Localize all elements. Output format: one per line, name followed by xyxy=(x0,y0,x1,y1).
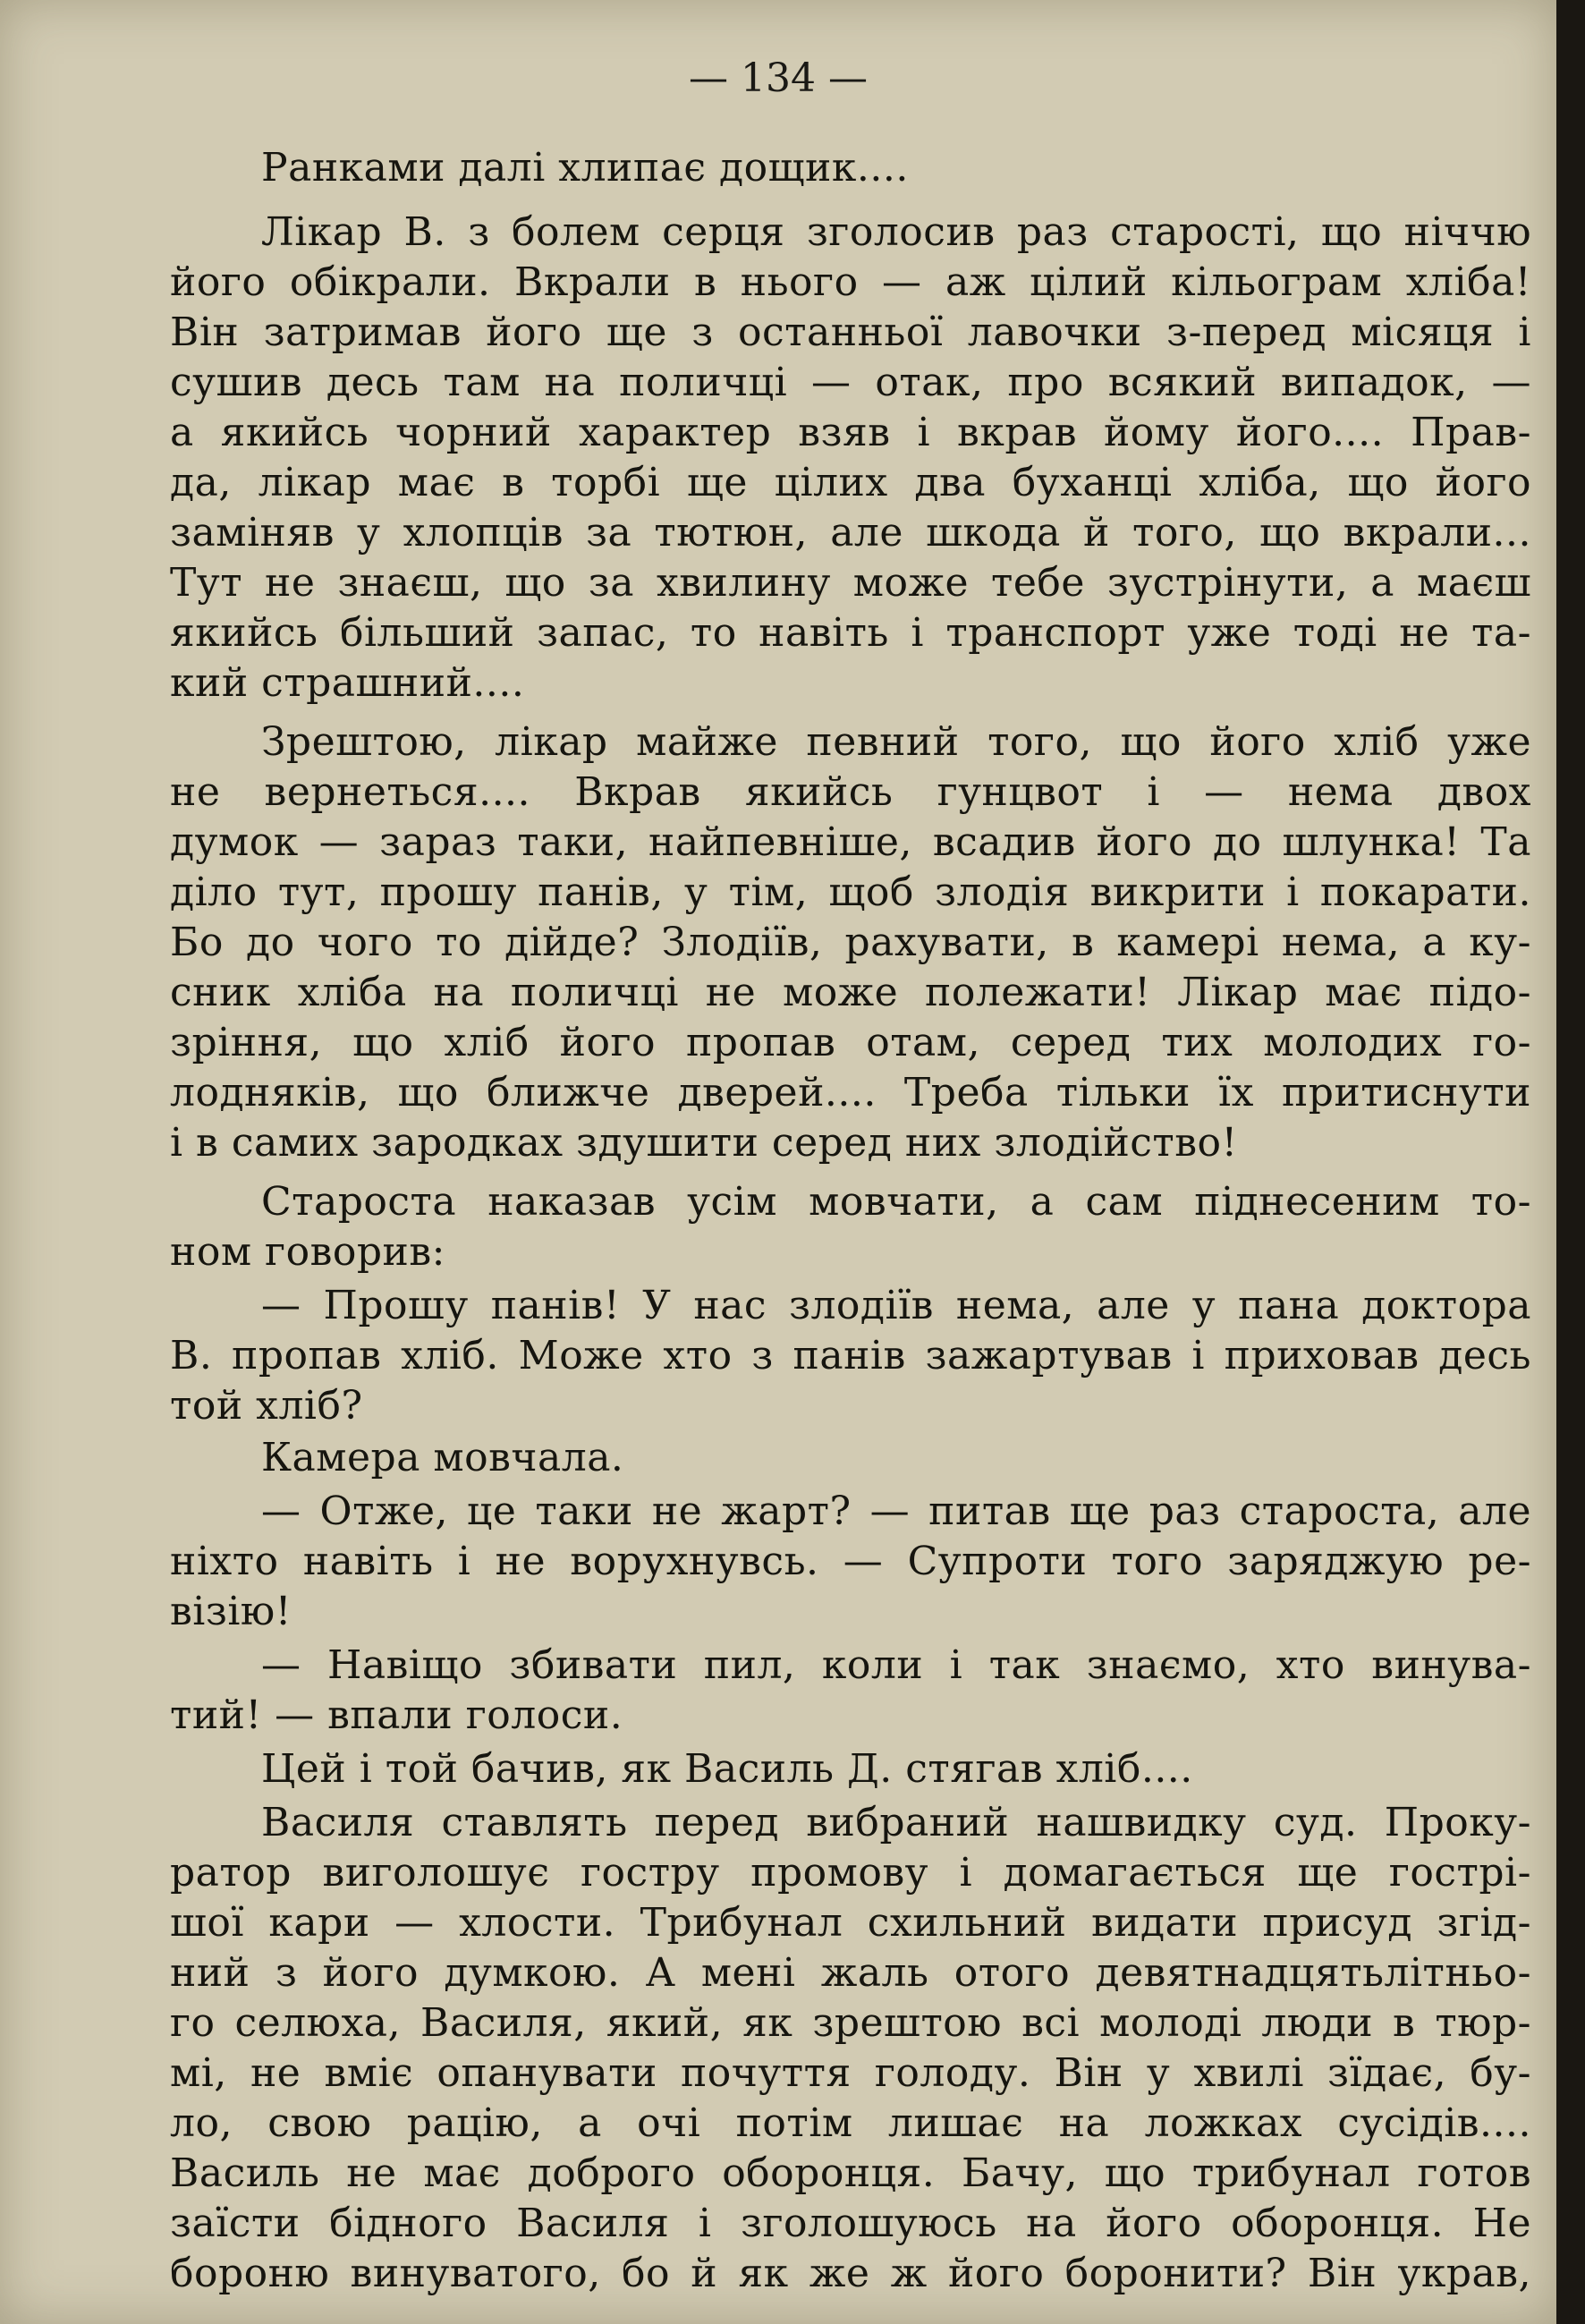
text-line: мі, не вміє опанувати почуття голоду. Він у хвилі зїдає, бу- xyxy=(170,2050,1531,2096)
text-line: — Прошу панів! У нас злодіїв нема, але у пана доктора xyxy=(261,1283,1531,1328)
text-line: Староста наказав усім мовчати, а сам піднесеним то- xyxy=(261,1179,1531,1225)
text-line: візію! xyxy=(170,1589,292,1634)
text-line: Лікар В. з болем серця зголосив раз старості, що ніччю xyxy=(261,209,1531,255)
text-line: Тут не знаєш, що за хвилину може тебе зустрінути, а маєш xyxy=(170,560,1531,606)
text-line: ло, свою рацію, а очі потім лишає на ложках сусідів.... xyxy=(170,2100,1531,2146)
text-line: ном говорив: xyxy=(170,1229,445,1275)
text-line: ратор виголошує гостру промову і домагається ще гострі- xyxy=(170,1850,1531,1896)
text-line: Бо до чого то дійде? Злодіїв, рахувати, в камері нема, а ку- xyxy=(170,920,1531,965)
text-line: сник хліба на поличці не може полежати! Лікар має підо- xyxy=(170,970,1531,1015)
text-line: думок — зараз таки, найпевніше, всадив його до шлунка! Та xyxy=(170,819,1531,865)
text-line: — Отже, це таки не жарт? — питав ще раз староста, але xyxy=(261,1489,1531,1534)
text-line: тий! — впали голоси. xyxy=(170,1692,623,1738)
text-line: його обікрали. Вкрали в нього — аж цілий кільограм хліба! xyxy=(170,259,1531,305)
text-line: той хліб? xyxy=(170,1383,363,1429)
text-line: ний з його думкою. А мені жаль отого девятнадцятьлітньо- xyxy=(170,1950,1531,1996)
text-line: ніхто навіть і не ворухнувсь. — Супроти того заряджую ре- xyxy=(170,1539,1531,1584)
text-line: зріння, що хліб його пропав отам, серед тих молодих го- xyxy=(170,1020,1531,1065)
text-line: заміняв у хлопців за тютюн, але шкода й того, що вкрали... xyxy=(170,510,1531,556)
text-line: кий страшний.... xyxy=(170,660,525,706)
text-line: Зрештою, лікар майже певний того, що його хліб уже xyxy=(261,719,1531,765)
text-line: сушив десь там на поличці — отак, про всякий випадок, — xyxy=(170,360,1531,405)
text-line: — Навіщо збивати пил, коли і так знаємо, хто винува- xyxy=(261,1642,1531,1688)
text-line: а якийсь чорний характер взяв і вкрав йому його.... Прав- xyxy=(170,410,1531,455)
text-line: і в самих зародках здушити серед них злодійство! xyxy=(170,1120,1238,1166)
text-line: Василь не має доброго оборонця. Бачу, що трибунал готов xyxy=(170,2150,1531,2196)
text-line: заїсти бідного Василя і зголошуюсь на його оборонця. Не xyxy=(170,2201,1531,2246)
text-line: Камера мовчала. xyxy=(261,1435,624,1480)
text-line: да, лікар має в торбі ще цілих два буханці хліба, що його xyxy=(170,460,1531,505)
text-line: Ранками далі хлипає дощик.... xyxy=(261,145,909,191)
text-line: діло тут, прошу панів, у тім, щоб злодія викрити і покарати. xyxy=(170,869,1531,915)
text-line: бороню винуватого, бо й як же ж його боронити? Він украв, xyxy=(170,2251,1531,2296)
text-line: Цей і той бачив, як Василь Д. стягав хліб.... xyxy=(261,1746,1193,1792)
text-line: Василя ставлять перед вибраний нашвидку суд. Проку- xyxy=(261,1800,1531,1845)
text-line: В. пропав хліб. Може хто з панів зажартував і приховав десь xyxy=(170,1333,1531,1378)
text-line: якийсь більший запас, то навіть і транспорт уже тоді не та- xyxy=(170,610,1531,656)
text-line: шої кари — хлости. Трибунал схильний видати присуд згід- xyxy=(170,1900,1531,1946)
text-line: не вернеться.... Вкрав якийсь гунцвот і — нема двох xyxy=(170,769,1531,815)
text-line: Він затримав його ще з останньої лавочки з-перед місяця і xyxy=(170,310,1531,355)
text-line: лодняків, що ближче дверей.... Треба тільки їх притиснути xyxy=(170,1070,1531,1115)
text-line: го селюха, Василя, який, як зрештою всі молоді люди в тюр- xyxy=(170,2000,1531,2046)
page-number: — 134 — xyxy=(689,55,868,101)
